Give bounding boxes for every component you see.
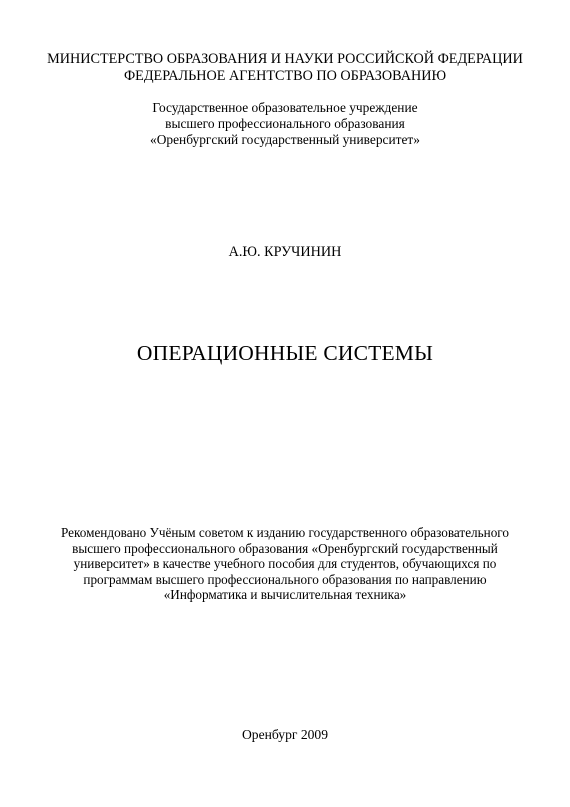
document-title: ОПЕРАЦИОННЫЕ СИСТЕМЫ bbox=[136, 341, 434, 365]
recommendation-line: университет» в качестве учебного пособия для студентов, обучающихся по bbox=[73, 556, 497, 572]
city-year: Оренбург 2009 bbox=[241, 727, 329, 742]
recommendation-line: высшего профессионального образования «Оренбургский государственный bbox=[72, 540, 498, 556]
institution-line: Государственное образовательное учреждение bbox=[152, 100, 418, 115]
recommendation-text bbox=[0, 525, 570, 603]
agency-line: ФЕДЕРАЛЬНОЕ АГЕНТСТВО ПО ОБРАЗОВАНИЮ bbox=[123, 68, 447, 84]
institution-line: высшего профессионального образования bbox=[165, 116, 405, 131]
ministry-line: МИНИСТЕРСТВО ОБРАЗОВАНИЯ И НАУКИ РОССИЙСКОЙ ФЕДЕРАЦИИ bbox=[47, 51, 523, 67]
recommendation-line: Рекомендовано Учёным советом к изданию государственного образовательного bbox=[61, 525, 509, 540]
institution-line: «Оренбургский государственный университет» bbox=[150, 132, 420, 147]
recommendation-line: программам высшего профессионального образования по направлению bbox=[83, 571, 487, 587]
institution-header bbox=[0, 100, 570, 148]
author-name: А.Ю. КРУЧИНИН bbox=[228, 244, 342, 260]
ministry-header bbox=[0, 51, 570, 85]
recommendation-line: «Информатика и вычислительная техника» bbox=[163, 587, 407, 603]
